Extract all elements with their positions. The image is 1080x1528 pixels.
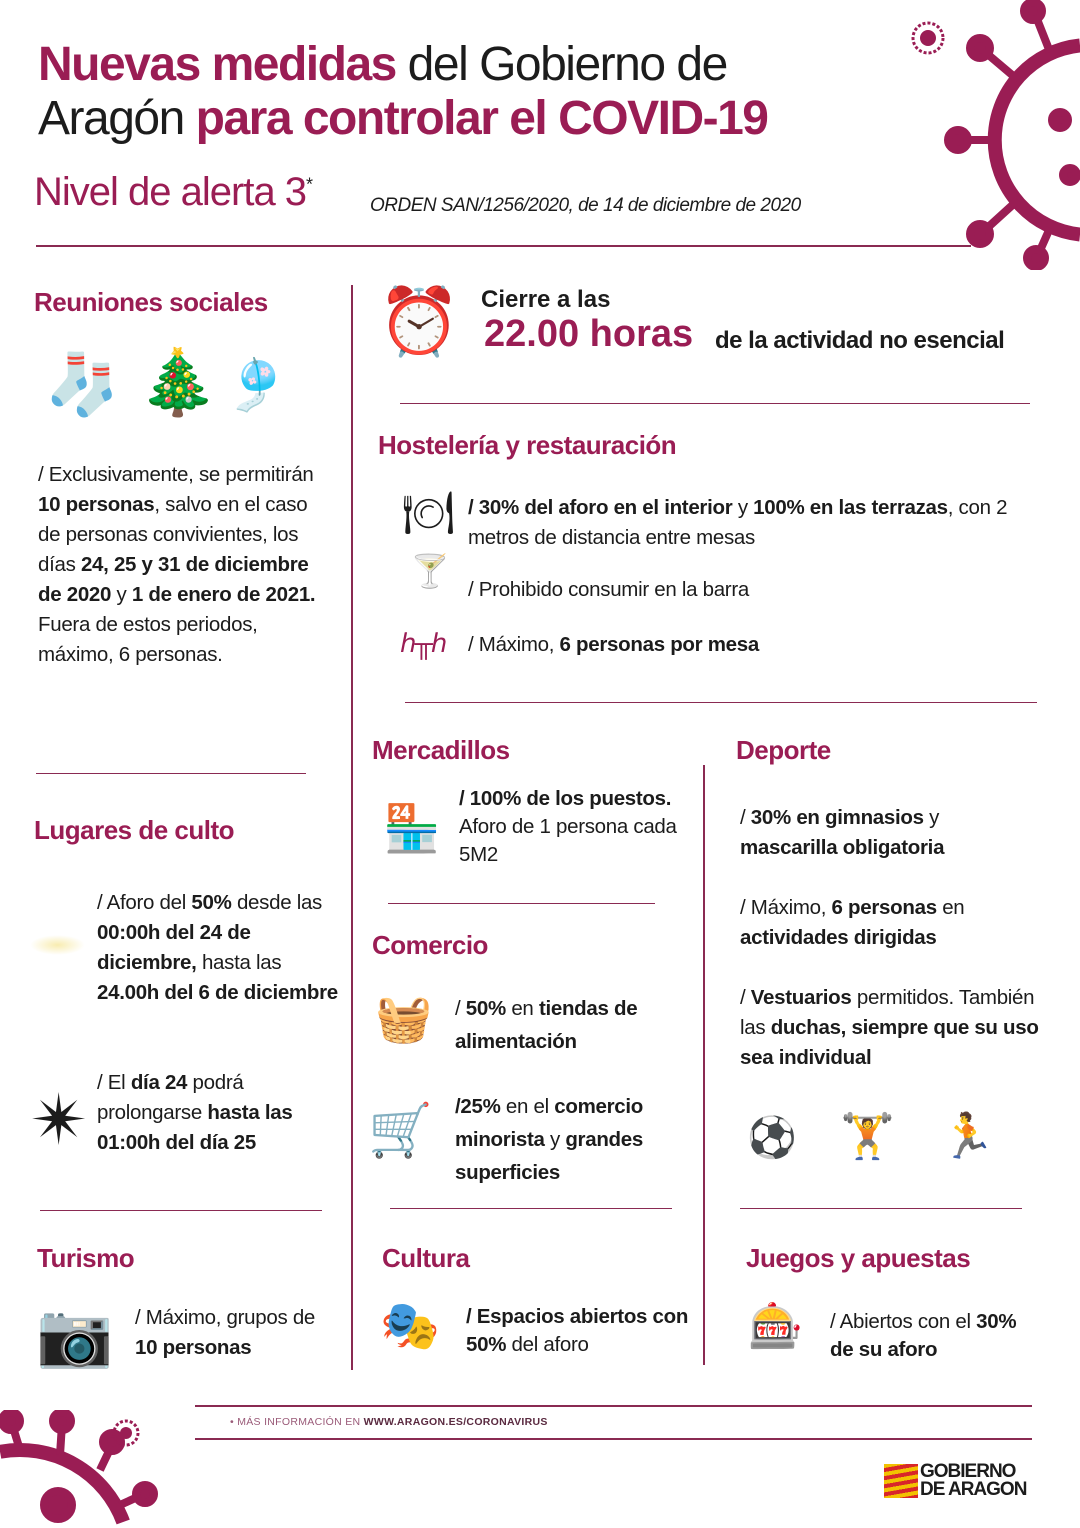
bold-text-segment: grandes superficies — [455, 1128, 643, 1184]
text-segment: en el — [500, 1095, 555, 1118]
section-title-mercadillos: Mercadillos — [372, 735, 510, 765]
bold-text-segment: 100% en las terrazas — [753, 496, 948, 519]
logo-line-2: DE ARAGON — [920, 1479, 1027, 1500]
closing-pre: Cierre a las — [481, 286, 611, 313]
bold-text-segment: 30% de su aforo — [830, 1310, 1017, 1361]
alert-level — [34, 170, 312, 215]
bold-text-segment: para controlar el COVID-19 — [195, 92, 768, 145]
divider — [740, 1208, 1022, 1209]
bold-text-segment: hasta las 01:00h del día 25 — [97, 1101, 293, 1154]
table-icon: ℎ╥ℎ — [400, 628, 446, 658]
text-segment: / — [740, 806, 751, 829]
text-segment: Aragón — [38, 92, 196, 145]
juegos-text — [830, 1308, 1030, 1364]
text-segment: y — [111, 583, 132, 606]
culto-item-1 — [97, 888, 347, 1008]
bold-text-segment: Vestuarios — [750, 986, 852, 1009]
text-segment: Aforo de 1 persona cada 5M2 — [459, 815, 677, 866]
culto-item-2 — [97, 1068, 337, 1158]
text-segment: / Máximo, — [468, 633, 560, 656]
section-title-comercio: Comercio — [372, 930, 488, 960]
column-divider — [351, 285, 353, 1370]
deporte-item-1 — [740, 803, 1040, 863]
text-segment: del Gobierno de — [395, 38, 727, 91]
title-line-1 — [38, 38, 767, 92]
bold-text-segment: / 100% de los puestos. — [459, 787, 672, 810]
text-segment: en — [505, 997, 539, 1020]
casino-chips-icon: 🎰 — [748, 1302, 803, 1351]
divider — [390, 1208, 672, 1209]
hosteleria-item-3 — [468, 630, 1028, 660]
deporte-item-3 — [740, 983, 1060, 1073]
alert-level-text: Nivel de alerta 3 — [34, 170, 307, 214]
section-title-juegos: Juegos y apuestas — [746, 1243, 971, 1273]
divider — [40, 1210, 322, 1211]
hosteleria-item-1 — [468, 493, 1038, 553]
bold-text-segment: mascarilla obligatoria — [740, 836, 945, 859]
text-segment: y — [544, 1128, 566, 1151]
cultura-text — [466, 1303, 691, 1359]
text-segment: / Aforo del — [97, 891, 192, 914]
text-segment: del aforo — [506, 1333, 589, 1356]
page-title — [38, 38, 767, 146]
theater-masks-icon: 🎭 — [380, 1300, 440, 1353]
text-segment: y — [732, 496, 754, 519]
text-segment: y — [923, 806, 940, 829]
text-segment: , con 2 metros de distancia entre mesas — [468, 496, 1008, 549]
text-segment: en — [936, 896, 965, 919]
title-line-2 — [38, 92, 767, 146]
bold-text-segment: /25% — [455, 1095, 501, 1118]
bold-text-segment: / 30% del aforo en el interior — [468, 496, 733, 519]
bold-text-segment: 24, 25 y 31 de diciembre de 2020 — [38, 553, 309, 606]
text-segment: / Máximo, — [740, 896, 832, 919]
asterisk: * — [306, 174, 313, 195]
text-segment: hasta las — [196, 951, 282, 974]
text-segment: / — [455, 997, 466, 1020]
food-cloche-icon: 🍽 — [402, 489, 456, 536]
christmas-stocking-icon: 🧦 — [45, 351, 120, 418]
aragon-flag-icon — [884, 1464, 918, 1498]
bold-text-segment: comercio minorista — [455, 1095, 644, 1151]
bold-text-segment: actividades dirigidas — [740, 926, 937, 949]
bold-text-segment: 6 personas por mesa — [559, 633, 759, 656]
section-title-cultura: Cultura — [382, 1243, 470, 1273]
gobierno-aragon-logo — [884, 1463, 1026, 1499]
small-virus-icon — [905, 15, 951, 61]
virus-decoration-icon — [940, 0, 1080, 270]
section-title-hosteleria: Hostelería y restauración — [378, 430, 677, 460]
section-title-deporte: Deporte — [736, 735, 831, 765]
alarm-clock-icon: ⏰ — [378, 284, 461, 358]
bold-text-segment: duchas, siempre que su uso sea individual — [740, 1016, 1039, 1069]
deporte-item-2 — [740, 893, 1040, 953]
section-title-culto: Lugares de culto — [34, 815, 235, 845]
bold-text-segment: Nuevas medidas — [38, 38, 396, 91]
bold-text-segment: 50% — [191, 891, 232, 914]
bold-text-segment: día 24 — [130, 1071, 188, 1094]
hosteleria-item-2 — [468, 575, 1028, 605]
bold-text-segment: 10 personas — [38, 493, 155, 516]
bold-text-segment: / Espacios abiertos con 50% — [466, 1305, 689, 1356]
bold-text-segment: tiendas de alimentación — [455, 997, 638, 1053]
section-title-turismo: Turismo — [37, 1243, 135, 1273]
soccer-ball-icon: ⚽ — [747, 1116, 797, 1160]
reuniones-text — [38, 460, 328, 670]
divider — [195, 1438, 1032, 1440]
runner-icon: 🏃 — [940, 1112, 995, 1161]
text-segment: / El — [97, 1071, 131, 1094]
logo-line-1: GOBIERNO — [920, 1461, 1016, 1482]
more-info — [230, 1416, 548, 1429]
bold-text-segment: 00:00h del 24 de diciembre, — [97, 921, 251, 974]
closing-time: 22.00 horas — [484, 313, 694, 355]
bold-text-segment: 24.00h del 6 de diciembre — [97, 981, 338, 1004]
text-segment: / Prohibido consumir en la barra — [468, 578, 749, 601]
divider — [36, 245, 971, 247]
shopping-cart-icon: 🛒 — [368, 1102, 433, 1160]
market-stall-icon: 🏪 — [383, 802, 441, 854]
text-segment: desde las — [231, 891, 322, 914]
bold-text-segment: 50% — [465, 997, 506, 1020]
comercio-item-1 — [455, 992, 695, 1058]
divider — [36, 773, 306, 774]
weightlifter-icon: 🏋 — [840, 1112, 895, 1161]
light-sparkle-icon — [30, 935, 85, 955]
order-reference: ORDEN SAN/1256/2020, de 14 de diciembre de 2020 — [370, 195, 801, 216]
text-segment: podrá prolongarse — [97, 1071, 244, 1124]
text-segment: permitidos. También las — [740, 986, 1035, 1039]
bold-text-segment: 6 personas — [831, 896, 937, 919]
text-segment: / Máximo, grupos de — [135, 1306, 316, 1329]
christmas-ornaments-icon: 🎐 — [225, 357, 288, 413]
star-icon: ✴ — [30, 1081, 89, 1159]
christmas-tree-icon: 🎄 — [138, 346, 218, 418]
column-divider — [703, 765, 705, 1365]
more-info-link[interactable]: WWW.ARAGON.ES/CORONAVIRUS — [363, 1416, 548, 1428]
divider — [405, 702, 1037, 703]
divider — [195, 1405, 1032, 1407]
text-segment: / Exclusivamente, se permitirán — [38, 463, 314, 486]
comercio-item-2 — [455, 1090, 700, 1189]
divider — [388, 903, 655, 904]
text-segment: Fuera de estos periodos, máximo, 6 personas. — [38, 613, 258, 666]
text-segment: / — [740, 986, 751, 1009]
turismo-text — [135, 1303, 335, 1363]
section-title-reuniones: Reuniones sociales — [34, 287, 268, 317]
bold-text-segment: 30% en gimnasios — [750, 806, 924, 829]
camera-icon: 📷 — [36, 1301, 114, 1370]
more-info-label: • MÁS INFORMACIÓN EN — [230, 1416, 364, 1428]
bold-text-segment: 1 de enero de 2021. — [131, 583, 316, 606]
small-virus-icon — [108, 1415, 144, 1451]
cocktail-icon: 🍸 — [410, 553, 450, 589]
divider — [400, 403, 1030, 404]
grocery-basket-icon: 🧺 — [375, 992, 433, 1044]
mercadillos-text — [459, 785, 684, 869]
bold-text-segment: 10 personas — [135, 1336, 252, 1359]
text-segment: / Abiertos con el — [830, 1310, 977, 1333]
closing-post: de la actividad no esencial — [715, 327, 1005, 354]
text-segment: , salvo en el caso de personas convivientes, los días — [38, 493, 308, 576]
